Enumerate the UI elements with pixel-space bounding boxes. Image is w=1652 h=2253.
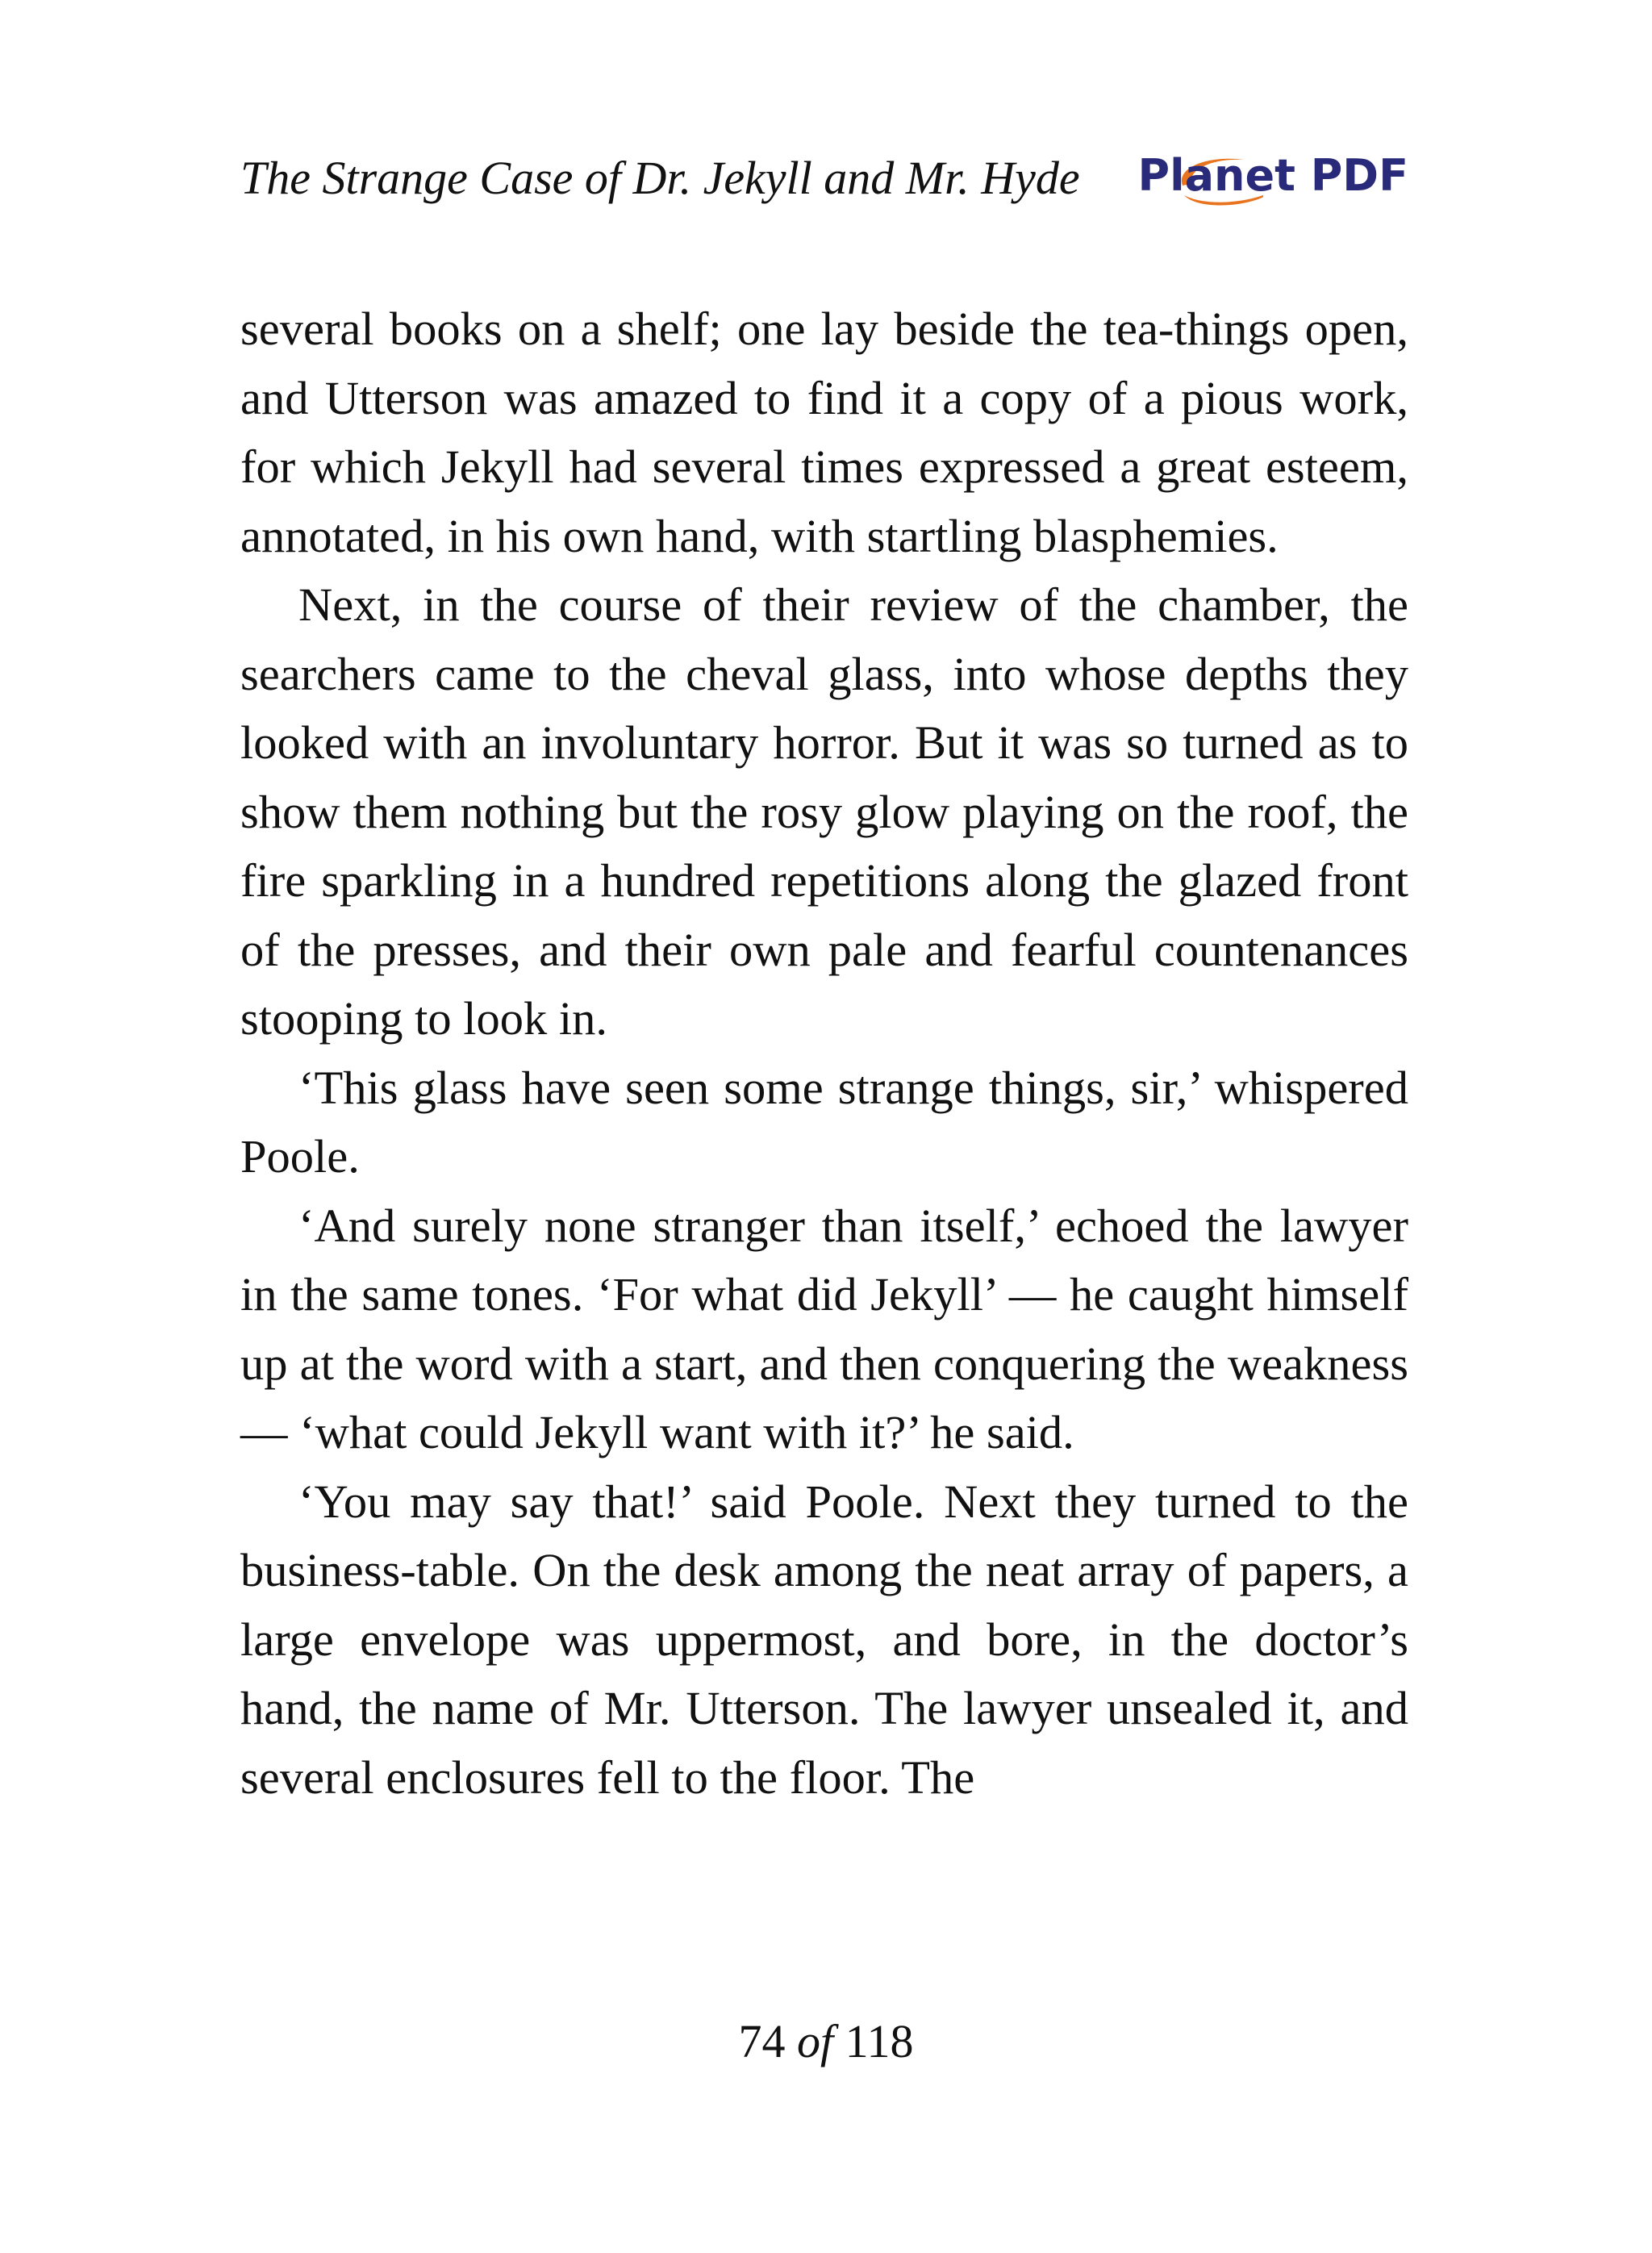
logo-text: Planet PDF bbox=[1137, 150, 1408, 201]
page-body bbox=[240, 294, 1408, 1812]
paragraph: ‘You may say that!’ said Poole. Next they turned to the business-table. On the desk among the neat array of papers, a large envelope was uppermost, and bore, in the doctor’s hand, the name of Mr. Utterson. The lawyer unsealed it, and several enclosures fell to the floor. The bbox=[240, 1475, 1408, 1804]
planet-pdf-logo bbox=[1137, 144, 1408, 216]
paragraph: ‘And surely none stranger than itself,’ echoed the lawyer in the same tones. ‘For what did Jekyll’ — he caught himself up at the word with a start, and then conquering the weakness — ‘what could Jekyll want with it?’ he said. bbox=[240, 1199, 1408, 1458]
page-number: 74 bbox=[738, 2015, 786, 2067]
paragraph: ‘This glass have seen some strange things, sir,’ whispered Poole. bbox=[240, 1061, 1408, 1183]
total-pages: 118 bbox=[845, 2015, 914, 2067]
page-header bbox=[240, 144, 1408, 216]
page-footer bbox=[0, 2013, 1652, 2070]
paragraph: several books on a shelf; one lay beside the tea-things open, and Utterson was amazed to find it a copy of a pious work, for which Jekyll had several times expressed a great esteem, annotated, in his own hand, with startling blasphemies. bbox=[240, 302, 1408, 562]
page-of-label: of bbox=[797, 2015, 834, 2067]
book-title: The Strange Case of Dr. Jekyll and Mr. Hyde bbox=[240, 152, 1080, 204]
paragraph: Next, in the course of their review of the chamber, the searchers came to the cheval glass, into whose depths they looked with an involuntary horror. But it was so turned as to show them nothing but the rosy glow playing on the roof, the fire sparkling in a hundred repetitions along the glazed front of the presses, and their own pale and fearful countenances stooping to look in. bbox=[240, 578, 1408, 1045]
